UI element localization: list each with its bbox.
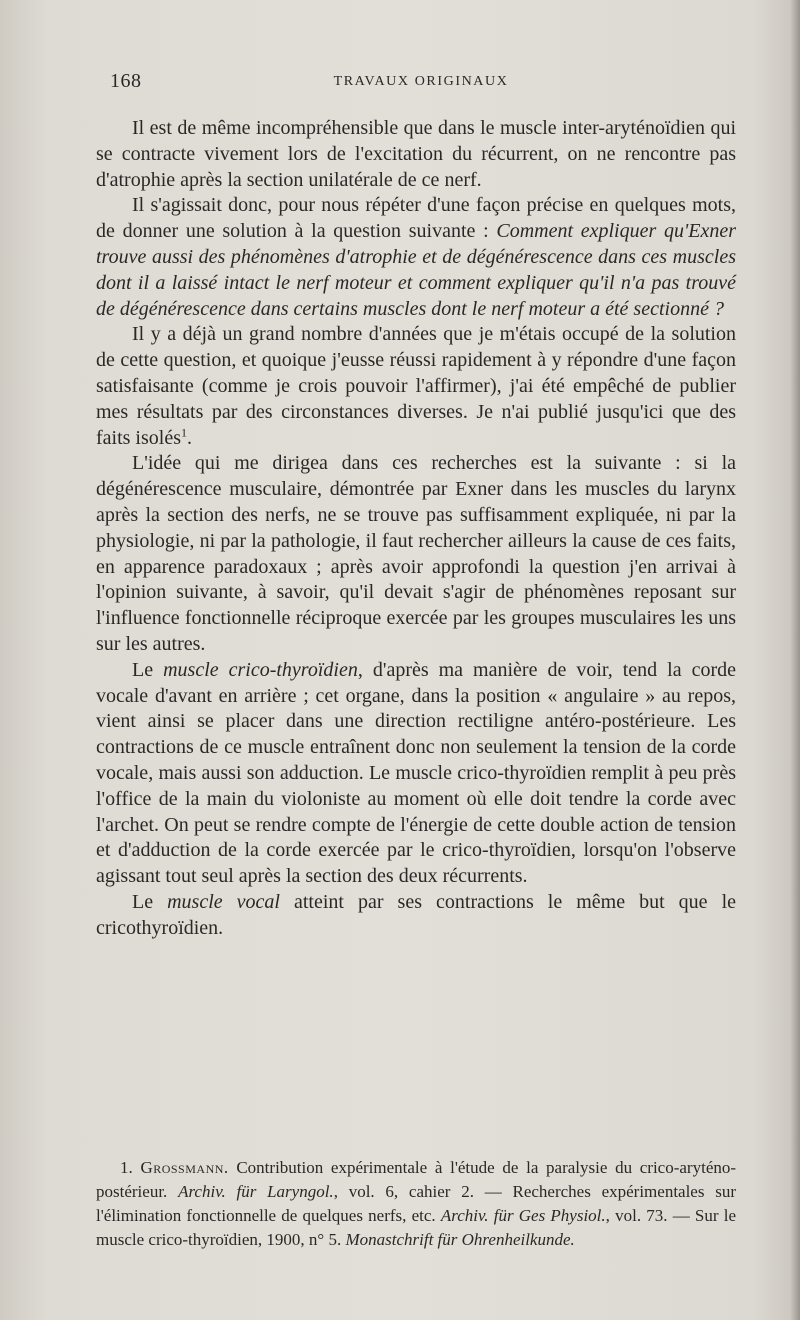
footnote-text-3: , vol. 73. — Sur le muscle crico-thyroïdien, 1900, n° 5. xyxy=(96,1206,736,1249)
paragraph-3 xyxy=(96,322,736,451)
footnotes xyxy=(96,1156,736,1252)
footnote-journal-1: Archiv. für Laryngol. xyxy=(178,1182,334,1201)
page-edge-shadow xyxy=(790,0,800,1320)
footnote-text-1: Contribution expérimentale à l'étude de la paralysie du crico-aryténo-postérieur. xyxy=(96,1158,737,1201)
footnote-author: Grossmann. xyxy=(140,1158,229,1177)
footnote-journal-3: Monastchrift für Ohrenheilkunde. xyxy=(345,1230,575,1249)
paragraph-3-text: Il y a déjà un grand nombre d'années que je m'étais occupé de la solution de cette question, et quoique j'eusse réussi rapidement à y répondre d'une façon satisfaisante (comme je crois pouvoir l'affirmer), j'ai été empêché de publier mes résultats par des circonstances diverses. Je n'ai publié jusqu'ici que des faits isolés xyxy=(96,323,736,449)
footnote-1 xyxy=(96,1156,736,1252)
paragraph-3-end: . xyxy=(187,426,192,449)
paragraph-2 xyxy=(96,193,736,322)
paragraph-5-term: muscle crico-thyroïdien xyxy=(163,658,358,681)
paragraph-4: L'idée qui me dirigea dans ces recherches est la suivante : si la dégénérescence musculaire, démontrée par Exner dans les muscles du larynx après la section des nerfs, ne se trouve pas suffisamment expliquée, ni par la physiologie, ni par la pathologie, il faut rechercher ailleurs la cause de ces faits, en apparence paradoxaux ; après avoir approfondi la question j'en arrivai à l'opinion suivante, à savoir, qu'il devait s'agir de phénomènes reposant sur l'influence fonctionnelle réciproque exercée par les groupes musculaires les uns sur les autres. xyxy=(96,452,736,655)
footnote-text-2: , vol. 6, cahier 2. — Recherches expérimentales sur l'élimination fonctionnelle de quelques nerfs, etc. xyxy=(96,1182,737,1225)
paragraph-5-rest: , d'après ma manière de voir, tend la corde vocale d'avant en arrière ; cet organe, dans la position « angulaire » au repos, vient ainsi se placer dans une direction rectiligne antéro-postérieure. Les contractions de ce muscle entraînent donc non seulement la tension de la corde vocale, mais aussi son adduction. Le muscle crico-thyroïdien remplit à peu près l'office de la main du violoniste au moment où elle doit tendre la corde avec l'archet. On peut se rendre compte de l'énergie de cette double action de tension et d'adduction de la corde exercée par le crico-thyroïdien, lorsqu'on l'observe agissant tout seul après la section des deux récurrents. xyxy=(96,658,736,888)
footnote-number: 1. xyxy=(120,1158,133,1177)
paragraph-6-term: muscle vocal xyxy=(167,890,280,913)
paragraph-2-intro: Il s'agissait donc, pour nous répéter d'une façon précise en quelques mots, de donner une solution à la question suivante : xyxy=(96,194,736,243)
body-text xyxy=(96,116,736,942)
footnote-journal-2: Archiv. für Ges Physiol. xyxy=(440,1206,606,1225)
paragraph-2-question: Comment expliquer qu'Exner trouve aussi des phénomènes d'atrophie et de dégénérescence dans ces muscles dont il a laissé intact le nerf moteur et comment expliquer qu'il n'a pas trouvé de dégénérescence dans certains muscles dont le nerf moteur a été sectionné ? xyxy=(96,220,736,320)
paragraph-6 xyxy=(96,890,736,942)
page-number: 168 xyxy=(110,70,142,92)
paragraph-5-start: Le xyxy=(132,658,154,681)
running-head: TRAVAUX ORIGINAUX xyxy=(333,74,509,89)
paragraph-5 xyxy=(96,658,736,890)
paragraph-6-start: Le xyxy=(132,890,154,913)
paragraph-1: Il est de même incompréhensible que dans le muscle inter-aryténoïdien qui se contracte vivement lors de l'excitation du récurrent, on ne rencontre pas d'atrophie après la section unilatérale de ce nerf. xyxy=(96,117,736,191)
paragraph-6-rest: atteint par ses contractions le même but que le cricothyroïdien. xyxy=(96,890,736,939)
page-header xyxy=(110,70,732,96)
footnote-reference[interactable]: 1 xyxy=(181,424,187,439)
